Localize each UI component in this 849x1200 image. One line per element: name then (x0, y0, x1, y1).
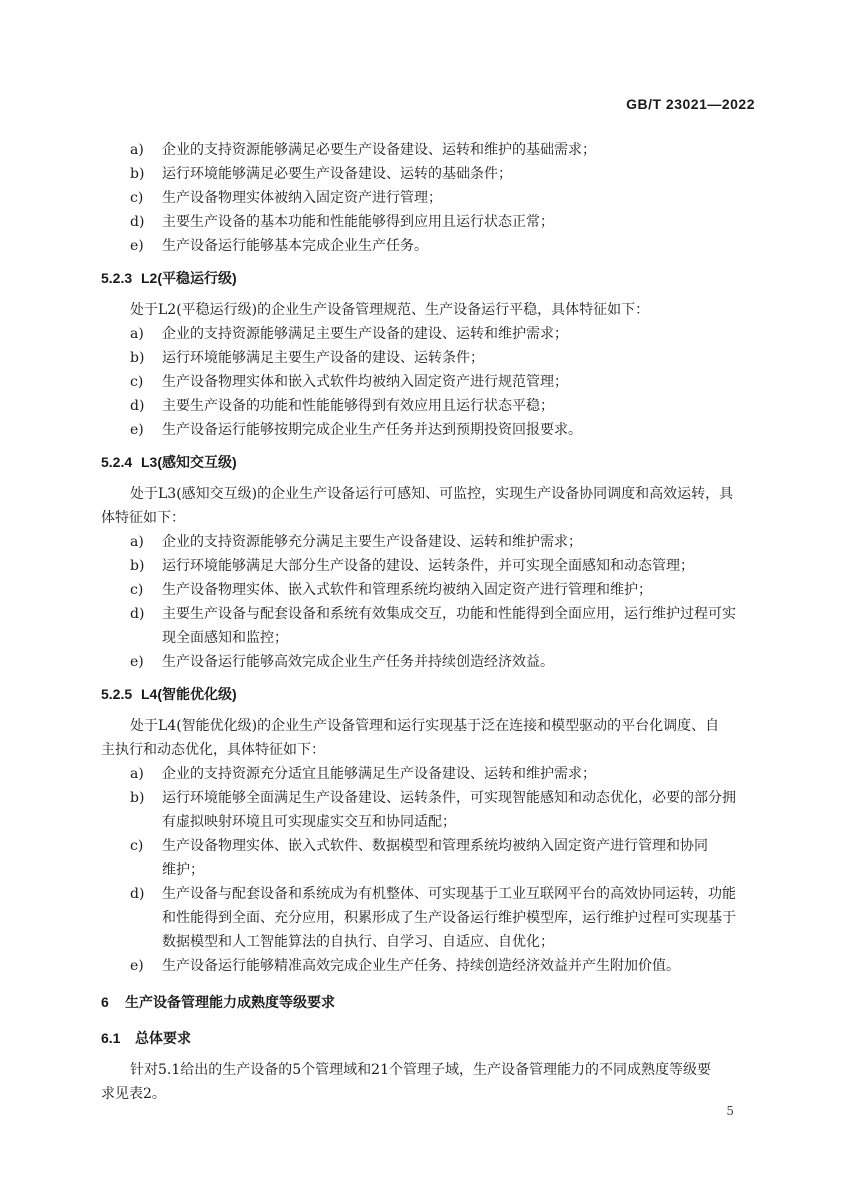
list-item: e) 生产设备运行能够基本完成企业生产任务。 (130, 238, 428, 254)
section-heading-5-2-5: 5.2.5 L4(智能优化级) (101, 686, 237, 702)
section-intro: 处于L3(感知交互级)的企业生产设备运行可感知、可监控，实现生产设备协同调度和高效运转，具 (130, 486, 734, 502)
list-item: b) 运行环境能够满足主要生产设备的建设、运转条件； (130, 350, 484, 366)
list-item: e) 生产设备运行能够精准高效完成企业生产任务、持续创造经济效益并产生附加价值。 (130, 958, 680, 974)
list-item-continued: 维护； (162, 862, 204, 878)
chapter-heading-6: 6 生产设备管理能力成熟度等级要求 (101, 994, 335, 1010)
list-item: b) 运行环境能够满足大部分生产设备的建设、运转条件，并可实现全面感知和动态管理； (130, 558, 694, 574)
section-intro-continued: 体特征如下： (101, 510, 185, 526)
standard-code: GB/T 23021—2022 (626, 96, 755, 112)
list-item: e) 生产设备运行能够高效完成企业生产任务并持续创造经济效益。 (130, 654, 554, 670)
list-item: d) 主要生产设备与配套设备和系统有效集成交互，功能和性能得到全面应用，运行维护过程可实 (130, 606, 736, 622)
section-heading-5-2-3: 5.2.3 L2(平稳运行级) (101, 270, 237, 286)
list-item: e) 生产设备运行能够按期完成企业生产任务并达到预期投资回报要求。 (130, 422, 582, 438)
paragraph: 针对5.1给出的生产设备的5个管理域和21个管理子域，生产设备管理能力的不同成熟度等级要 (130, 1062, 711, 1078)
list-item-continued: 有虚拟映射环境且可实现虚实交互和协同适配； (162, 814, 456, 830)
list-item: d) 主要生产设备的基本功能和性能能够得到应用且运行状态正常； (130, 214, 554, 230)
list-item: b) 运行环境能够全面满足生产设备建设、运转条件，可实现智能感知和动态优化，必要的部分拥 (130, 790, 736, 806)
section-intro: 处于L2(平稳运行级)的企业生产设备管理规范、生产设备运行平稳，具体特征如下： (130, 302, 650, 318)
paragraph-continued: 求见表2。 (101, 1086, 166, 1102)
page-number: 5 (726, 1104, 734, 1118)
list-item: c) 生产设备物理实体和嵌入式软件均被纳入固定资产进行规范管理； (130, 374, 568, 390)
list-item: c) 生产设备物理实体被纳入固定资产进行管理； (130, 190, 442, 206)
list-item: a) 企业的支持资源能够充分满足主要生产设备建设、运转和维护需求； (130, 534, 582, 550)
list-item-continued: 现全面感知和监控； (162, 630, 288, 646)
list-item: a) 企业的支持资源能够满足必要生产设备建设、运转和维护的基础需求； (130, 142, 596, 158)
section-intro-continued: 主执行和动态优化，具体特征如下： (101, 742, 325, 758)
list-item: b) 运行环境能够满足必要生产设备建设、运转的基础条件； (130, 166, 512, 182)
list-item-continued: 和性能得到全面、充分应用，积累形成了生产设备运行维护模型库，运行维护过程可实现基于 (162, 910, 736, 926)
section-heading-6-1: 6.1 总体要求 (101, 1030, 191, 1046)
list-item-continued: 数据模型和人工智能算法的自执行、自学习、自适应、自优化； (162, 934, 554, 950)
list-item: a) 企业的支持资源能够满足主要生产设备的建设、运转和维护需求； (130, 326, 568, 342)
list-item: a) 企业的支持资源充分适宜且能够满足生产设备建设、运转和维护需求； (130, 766, 596, 782)
list-item: d) 主要生产设备的功能和性能能够得到有效应用且运行状态平稳； (130, 398, 554, 414)
list-item: c) 生产设备物理实体、嵌入式软件和管理系统均被纳入固定资产进行管理和维护； (130, 582, 652, 598)
list-item: d) 生产设备与配套设备和系统成为有机整体、可实现基于工业互联网平台的高效协同运转，功能 (130, 886, 736, 902)
section-heading-5-2-4: 5.2.4 L3(感知交互级) (101, 454, 237, 470)
section-intro: 处于L4(智能优化级)的企业生产设备管理和运行实现基于泛在连接和模型驱动的平台化调度、自 (130, 718, 720, 734)
list-item: c) 生产设备物理实体、嵌入式软件、数据模型和管理系统均被纳入固定资产进行管理和协同 (130, 838, 708, 854)
